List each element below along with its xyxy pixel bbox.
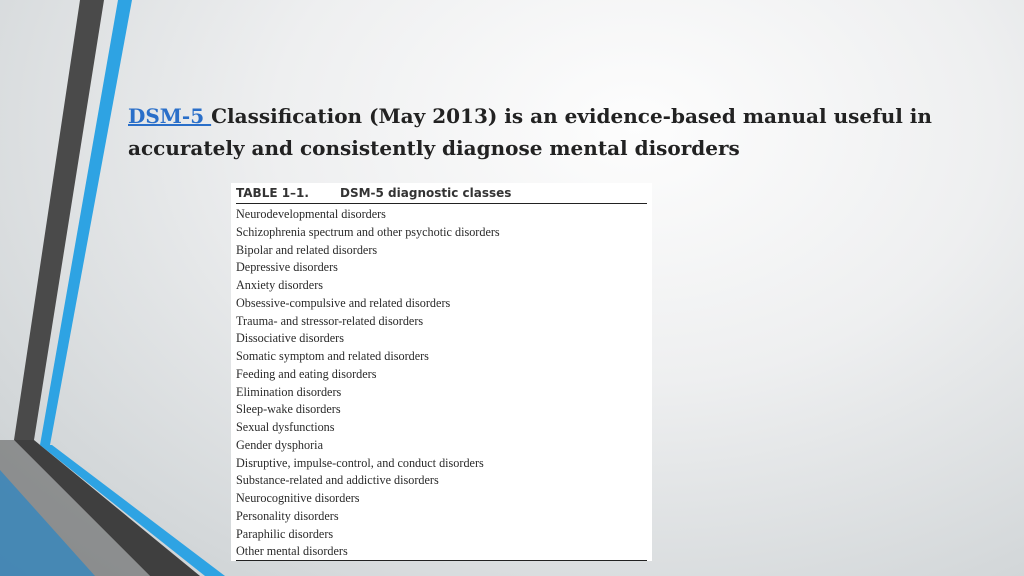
table-bottom-rule [236, 560, 647, 561]
table-row: Anxiety disorders [236, 278, 323, 292]
table-rows [236, 204, 647, 561]
table-number: TABLE 1–1. [236, 186, 309, 200]
table-row: Obsessive-compulsive and related disorders [236, 295, 451, 310]
table-header [236, 183, 647, 204]
table-row: Other mental disorders [236, 544, 348, 559]
table-row: Sexual dysfunctions [236, 420, 335, 434]
table-row: Feeding and eating disorders [236, 366, 377, 381]
table-row: Sleep-wake disorders [236, 402, 341, 417]
table-row: Disruptive, impulse-control, and conduct disorders [236, 455, 484, 470]
table-row: Gender dysphoria [236, 437, 323, 452]
table-row: Paraphilic disorders [236, 526, 334, 541]
table-row: Schizophrenia spectrum and other psychotic disorders [236, 224, 500, 239]
dsm5-link[interactable]: DSM-5 [128, 104, 212, 128]
title-text: Classification (May 2013) is an evidence-based manual useful in accurately and consistently diagnose mental disorders [128, 104, 932, 160]
slide-title [128, 100, 958, 164]
table-row: Neurodevelopmental disorders [236, 207, 386, 221]
table-row: Elimination disorders [236, 384, 342, 399]
table-row: Dissociative disorders [236, 331, 344, 346]
table-row: Neurocognitive disorders [236, 491, 360, 505]
table-row: Depressive disorders [236, 260, 338, 275]
table-row: Bipolar and related disorders [236, 242, 378, 257]
table-row: Personality disorders [236, 508, 339, 523]
table-caption: DSM-5 diagnostic classes [340, 186, 512, 200]
table-row: Somatic symptom and related disorders [236, 349, 429, 363]
dsm5-table-image [231, 183, 652, 561]
table-row: Trauma- and stressor-related disorders [236, 313, 424, 328]
table-row: Substance-related and addictive disorders [236, 473, 439, 488]
